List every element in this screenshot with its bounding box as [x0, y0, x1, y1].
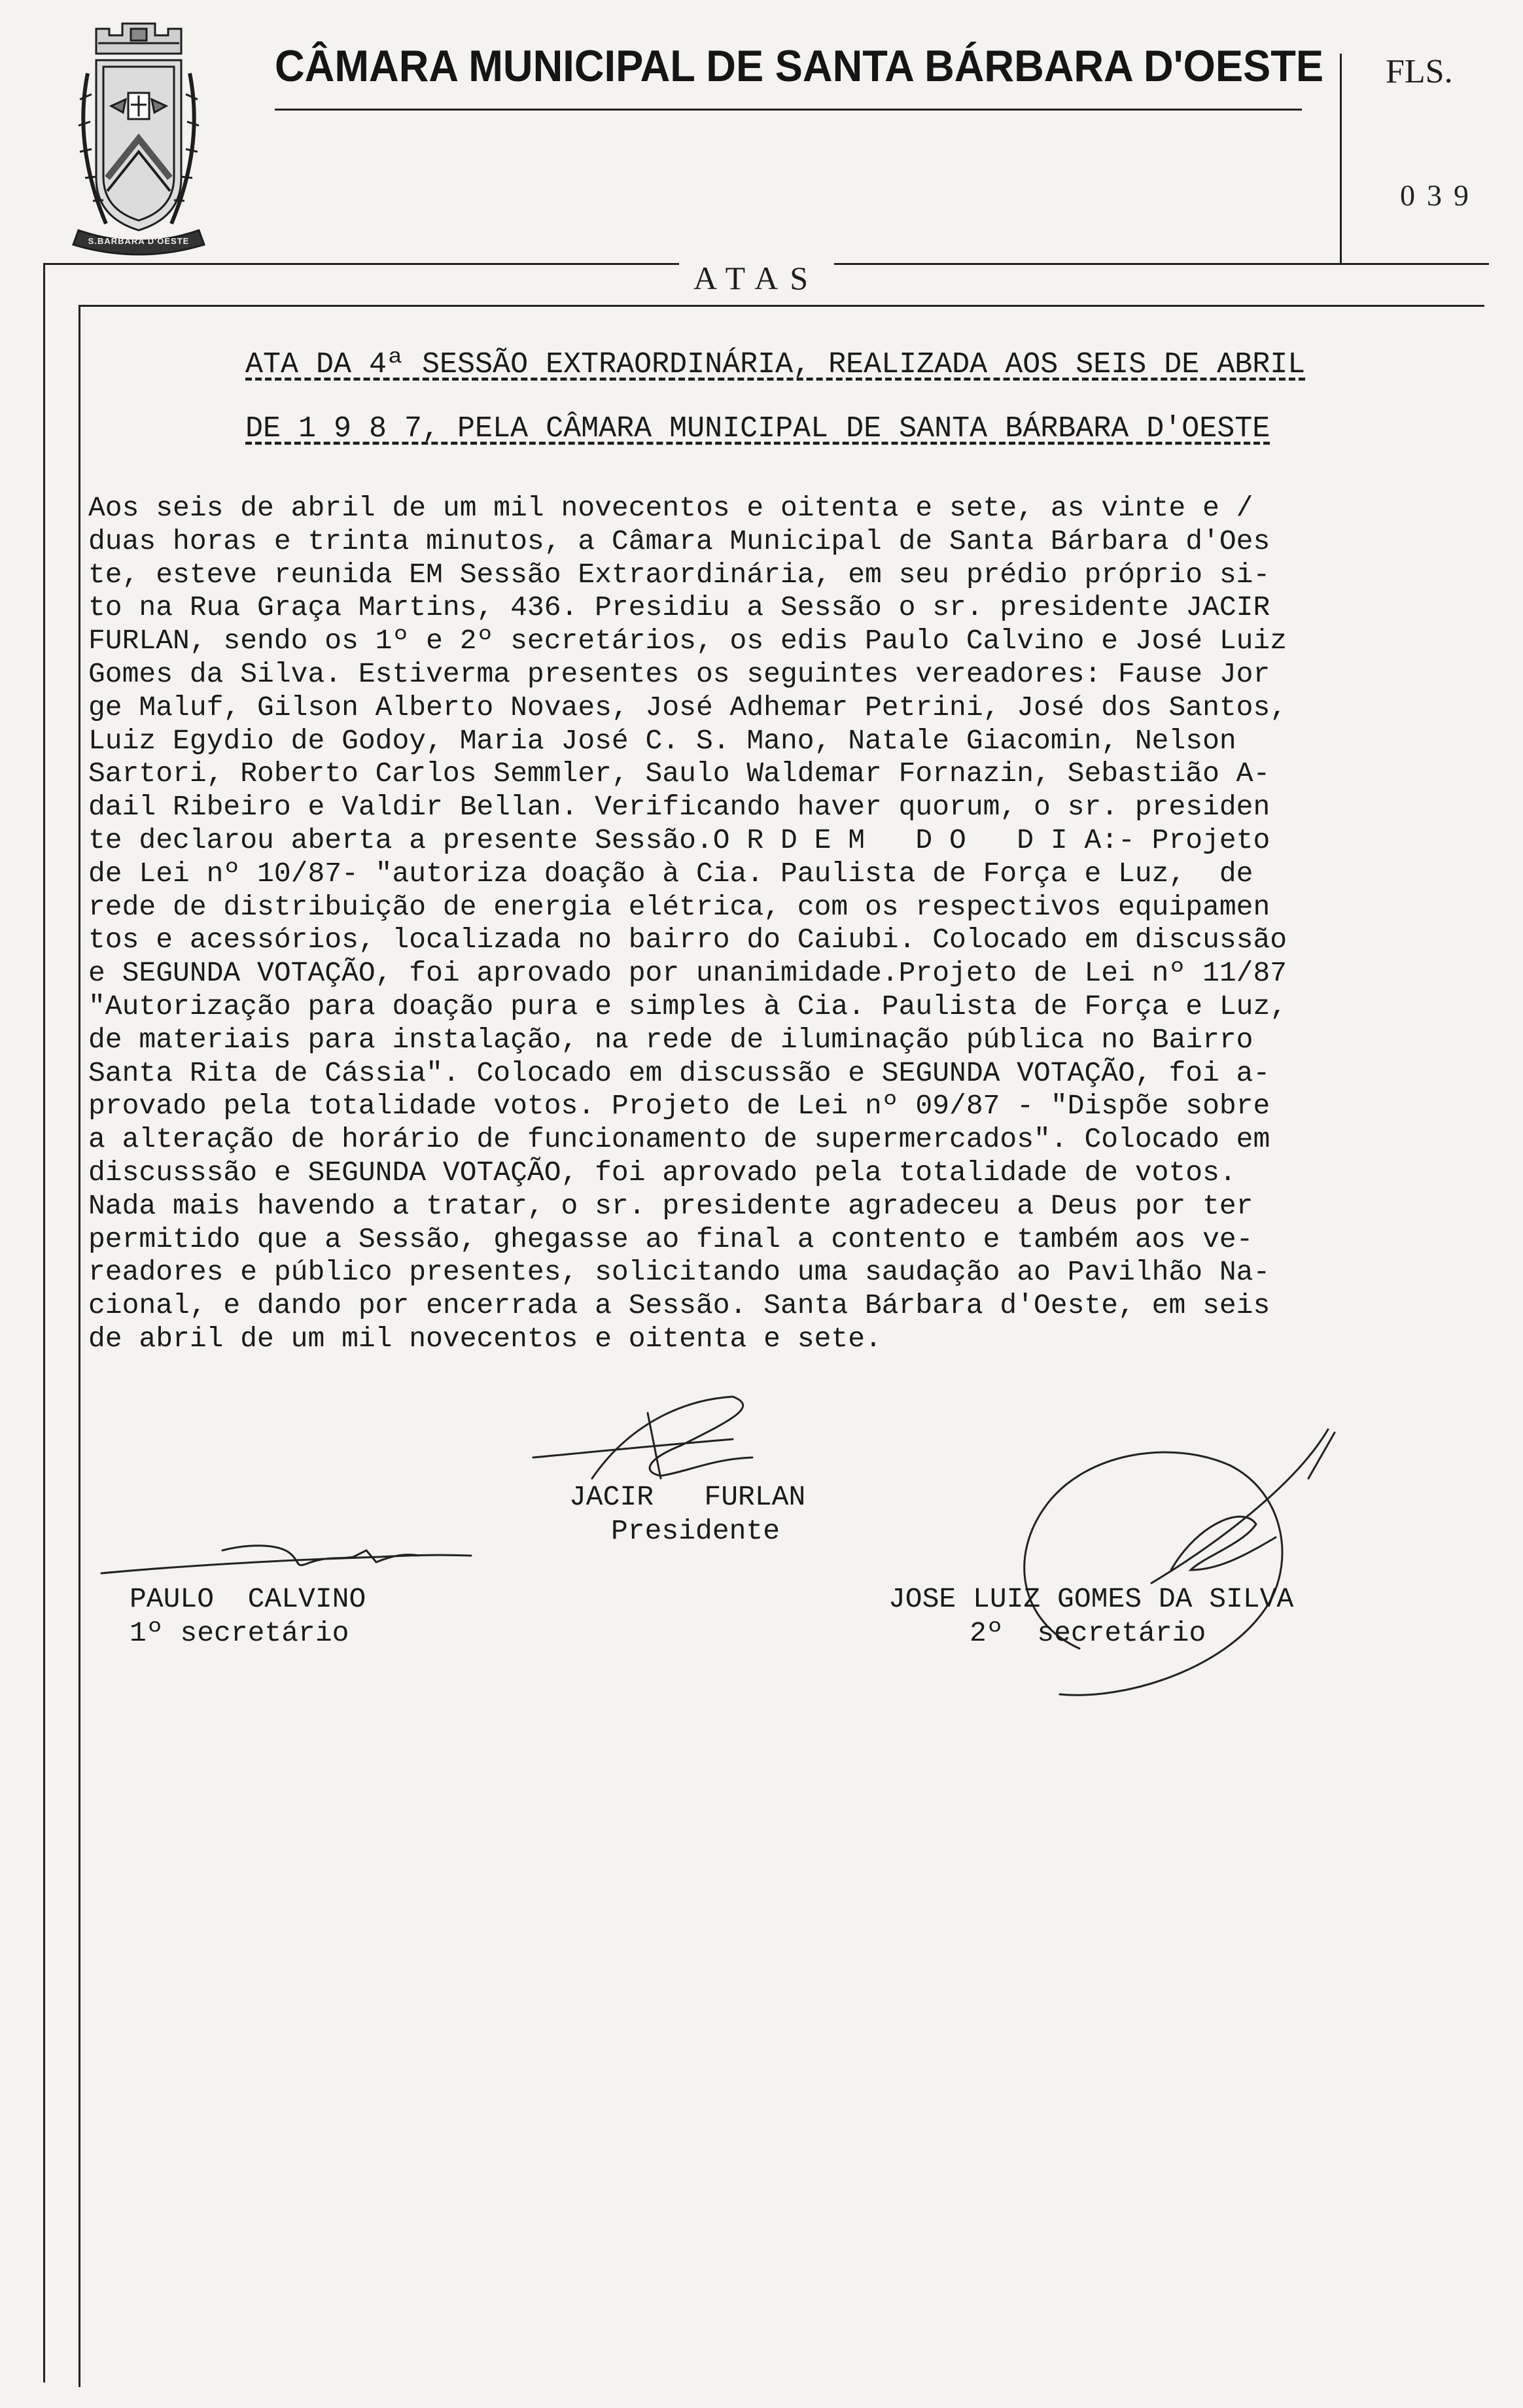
second-secretary-name: JOSE LUIZ GOMES DA SILVA: [888, 1583, 1294, 1615]
body-line: FURLAN, sendo os 1º e 2º secretários, os edis Paulo Calvino e José Luiz: [88, 625, 1287, 657]
body-line: discusssão e SEGUNDA VOTAÇÃO, foi aprovado pela totalidade de votos.: [88, 1156, 1236, 1189]
body-line: Sartori, Roberto Carlos Semmler, Saulo Waldemar Fornazin, Sebastião A-: [88, 758, 1270, 790]
president-name: JACIR FURLAN: [569, 1481, 806, 1513]
body-line: "Autorização para doação pura e simples à Cia. Paulista de Força e Luz,: [88, 990, 1287, 1022]
svg-text:S.BARBARA D'OESTE: S.BARBARA D'OESTE: [88, 236, 190, 246]
second-secretary-role: 2º secretário: [970, 1617, 1206, 1649]
minutes-title-line-1: ATA DA 4ª SESSÃO EXTRAORDINÁRIA, REALIZADA AOS SEIS DE ABRIL: [245, 348, 1306, 381]
body-line: de Lei nº 10/87- "autoriza doação à Cia. Paulista de Força e Luz, de: [88, 857, 1253, 890]
body-line: te, esteve reunida EM Sessão Extraordinária, em seu prédio próprio si-: [88, 558, 1270, 591]
body-line: provado pela totalidade votos. Projeto de Lei nº 09/87 - "Dispõe sobre: [88, 1090, 1270, 1123]
body-line: de materiais para instalação, na rede de iluminação pública no Bairro: [88, 1023, 1253, 1056]
body-line: Nada mais havendo a tratar, o sr. presidente agradeceu a Deus por ter: [88, 1189, 1253, 1222]
minutes-title-line-2: DE 1 9 8 7, PELA CÂMARA MUNICIPAL DE SANTA BÁRBARA D'OESTE: [245, 412, 1270, 445]
body-line: a alteração de horário de funcionamento de supermercados". Colocado em: [88, 1123, 1270, 1156]
first-secretary-role: 1º secretário: [130, 1617, 349, 1649]
body-line: Luiz Egydio de Godoy, Maria José C. S. Mano, Natale Giacomin, Nelson: [88, 724, 1236, 757]
section-label: ATAS: [679, 259, 834, 297]
body-line: Aos seis de abril de um mil novecentos e oitenta e sete, as vinte e /: [88, 492, 1253, 524]
president-role: Presidente: [611, 1515, 780, 1547]
header-divider: [1340, 54, 1342, 263]
body-line: Santa Rita de Cássia". Colocado em discussão e SEGUNDA VOTAÇÃO, foi a-: [88, 1056, 1270, 1089]
body-line: duas horas e trinta minutos, a Câmara Municipal de Santa Bárbara d'Oes: [88, 525, 1270, 557]
institution-title: CÂMARA MUNICIPAL DE SANTA BÁRBARA D'OESTE: [275, 41, 1324, 91]
fls-label: FLS.: [1386, 53, 1453, 90]
body-line: dail Ribeiro e Valdir Bellan. Verificando haver quorum, o sr. presiden: [88, 791, 1270, 824]
body-line: ge Maluf, Gilson Alberto Novaes, José Adhemar Petrini, José dos Santos,: [88, 691, 1287, 724]
body-line: te declarou aberta a presente Sessão.O R D E M D O D I A:- Projeto: [88, 824, 1270, 856]
body-line: tos e acessórios, localizada no bairro do Caiubi. Colocado em discussão: [88, 924, 1287, 956]
minutes-body: [88, 492, 1488, 1356]
body-line: rede de distribuição de energia elétrica, com os respectivos equipamen: [88, 890, 1270, 923]
header-rule: [275, 109, 1302, 111]
body-line: de abril de um mil novecentos e oitenta e sete.: [88, 1322, 882, 1355]
body-line: e SEGUNDA VOTAÇÃO, foi aprovado por unanimidade.Projeto de Lei nº 11/87: [88, 957, 1287, 990]
body-line: cional, e dando por encerrada a Sessão. Santa Bárbara d'Oeste, em seis: [88, 1289, 1270, 1322]
frame-left-rule: [43, 263, 45, 2382]
body-line: readores e público presentes, solicitando uma saudação ao Pavilhão Na-: [88, 1256, 1270, 1289]
first-secretary-name: PAULO CALVINO: [130, 1583, 366, 1615]
municipal-coat-of-arms-icon: [60, 14, 217, 256]
body-line: permitido que a Sessão, ghegasse ao final a contento e também aos ve-: [88, 1223, 1253, 1255]
sheet-number: 039: [1400, 179, 1480, 212]
body-line: to na Rua Graça Martins, 436. Presidiu a Sessão o sr. presidente JACIR: [88, 591, 1270, 624]
body-line: Gomes da Silva. Estiverma presentes os seguintes vereadores: Fause Jor: [88, 657, 1270, 690]
